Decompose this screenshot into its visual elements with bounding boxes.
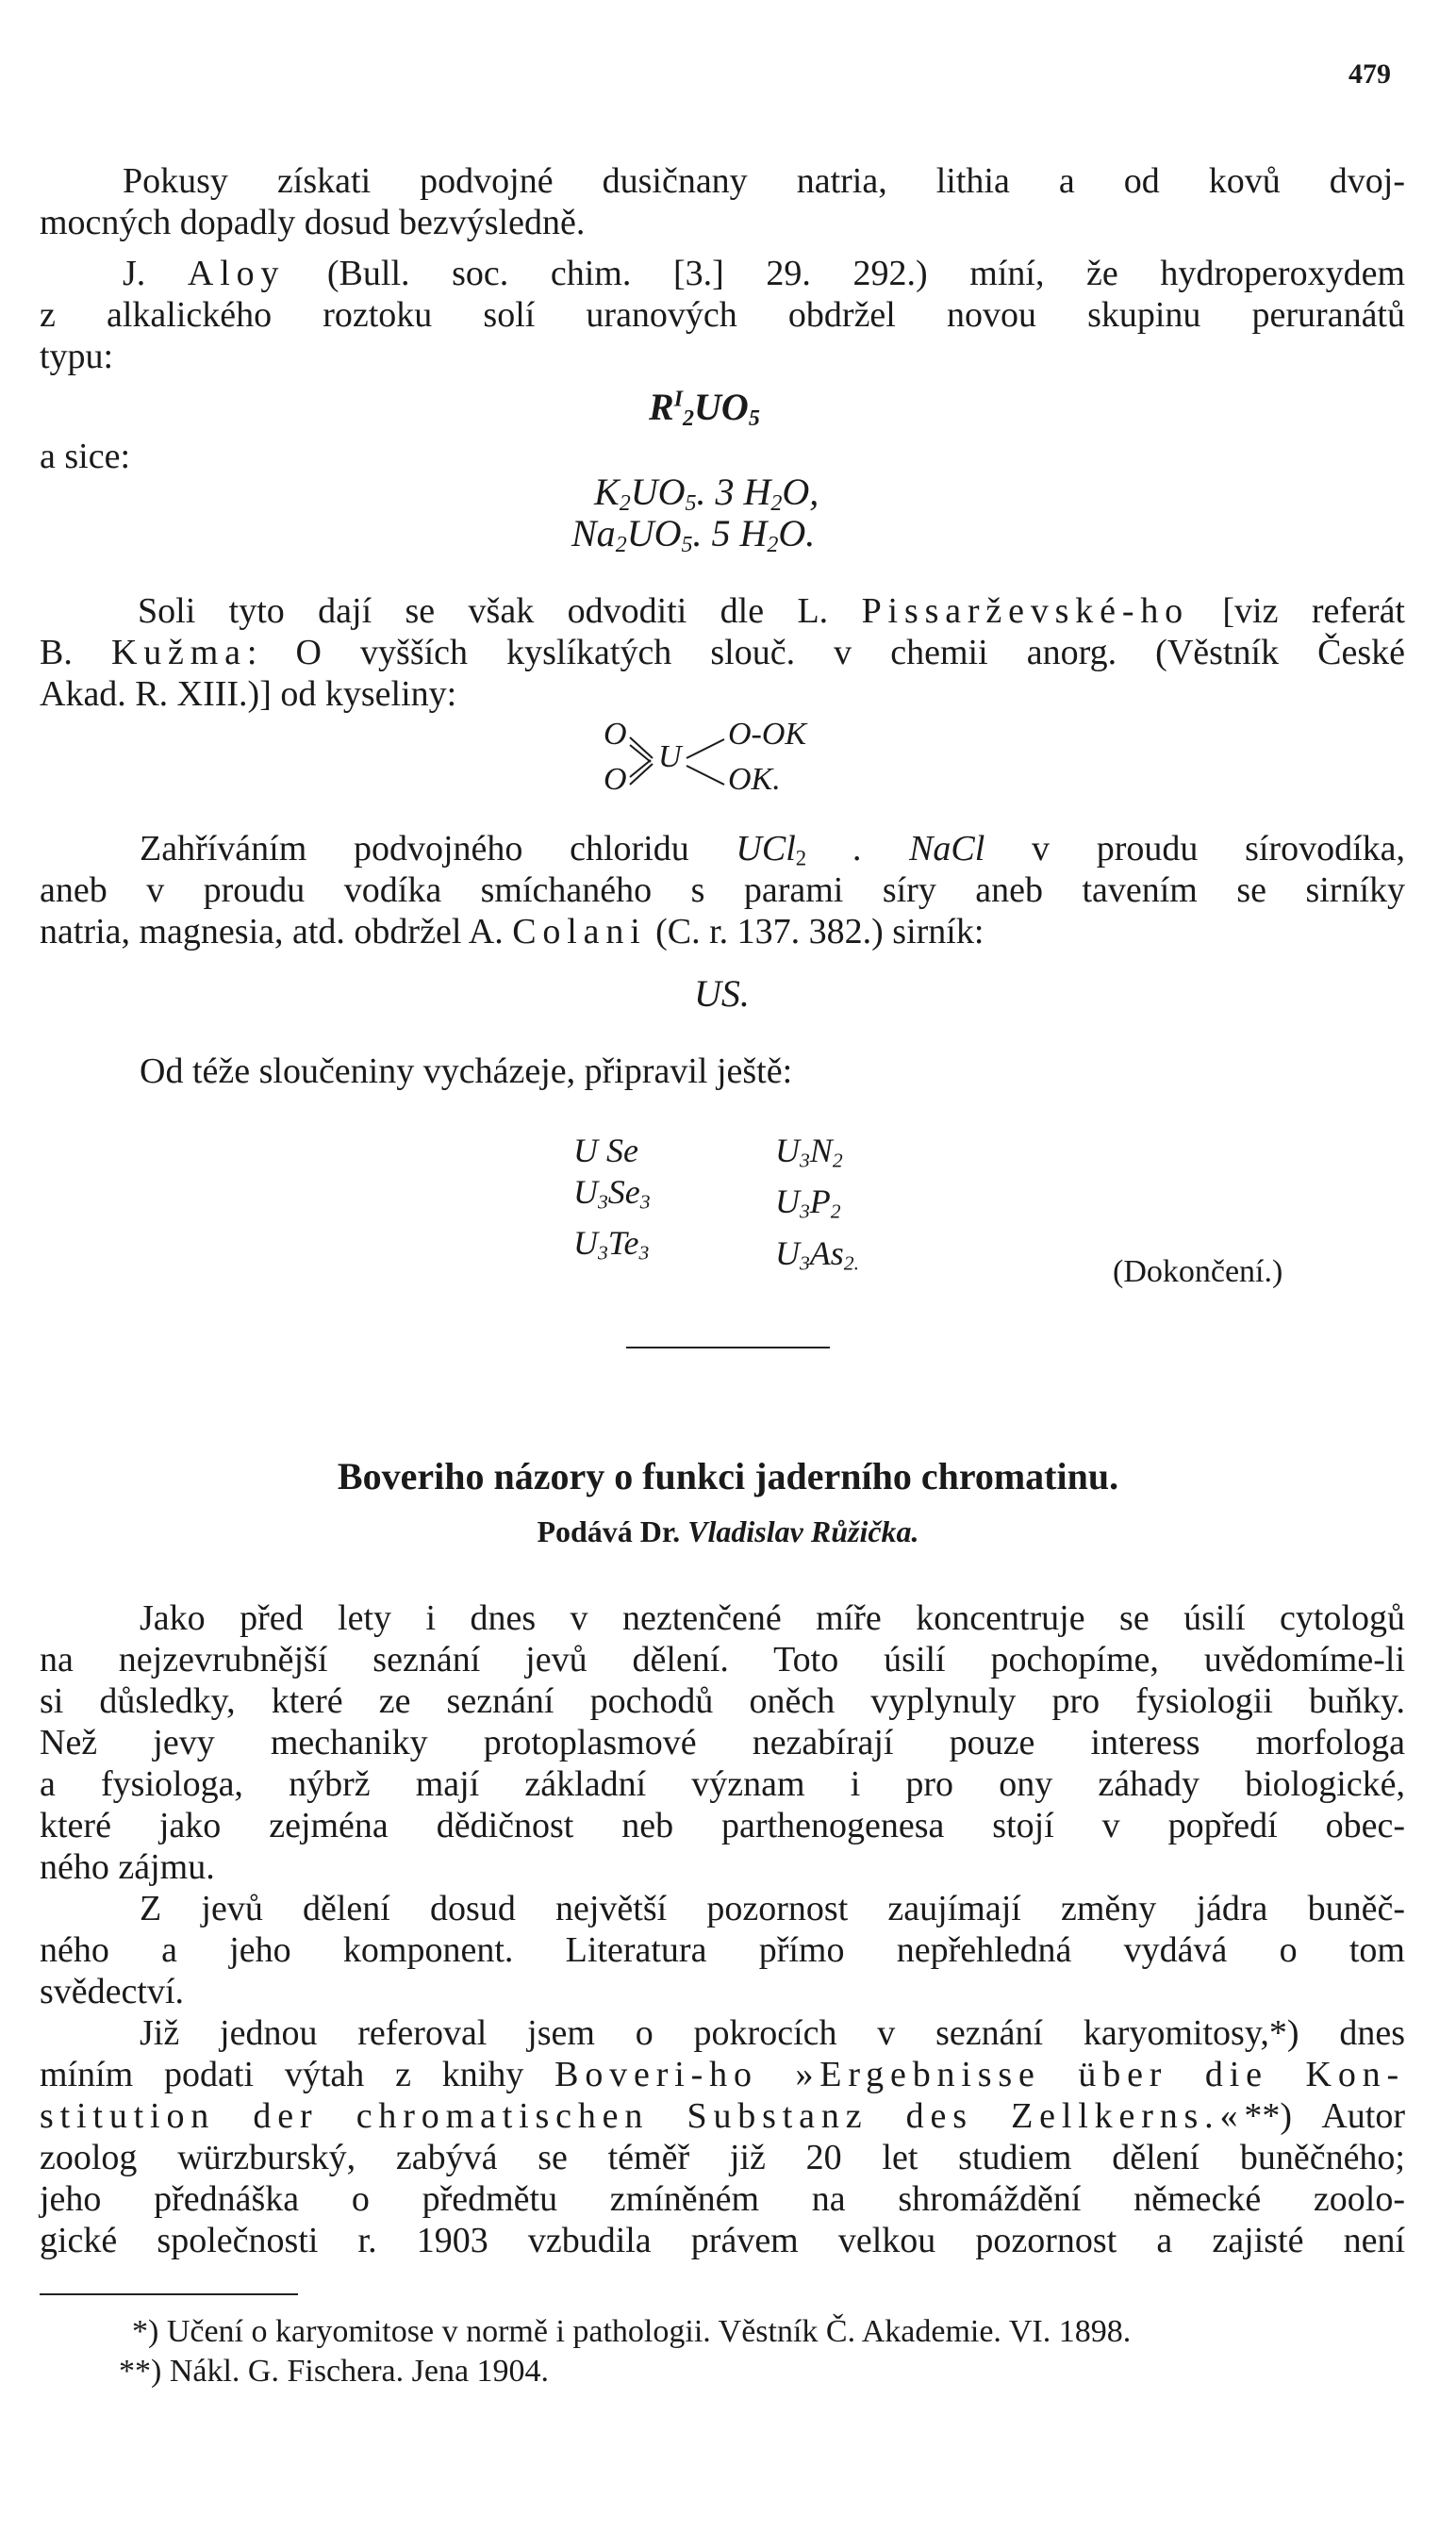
formula-sodium: $Na_2UO_5$. 5 $H_2O$. [571, 512, 816, 557]
compound-u3se3: $U_3Se_3$ [573, 1173, 651, 1214]
footnote-rule [40, 2293, 298, 2295]
body-line: stitution der chromatischen Substanz des Zellkerns.«**) Autor [40, 2096, 1405, 2136]
body-line: zoolog würzburský, zabývá se téměř již 20 let studiem dělení buněčného; [40, 2138, 1405, 2177]
article-paragraph-2 [40, 1888, 1405, 2012]
body-line: gické společnosti r. 1903 vzbudila právem velkou pozornost a zajisté není [40, 2221, 1405, 2260]
para3-line2: B. Kužma: O vyšších kyslíkatých slouč. v chemii anorg. (Věstník České [40, 633, 1405, 672]
compounds-left [573, 1130, 651, 1274]
para3-line3: Akad. R. XIII.)] od kyseliny: [40, 674, 457, 714]
para2-line1: J. Aloy (Bull. soc. chim. [3.] 29. 292.) míní, že hydroperoxydem [123, 254, 1405, 293]
author-boveri: Boveri-ho »Ergebnisse über die Kon- [554, 2055, 1405, 2094]
book-title: stitution der chromatischen Substanz des Zellkerns.« [40, 2096, 1245, 2136]
article-paragraph-1 [40, 1597, 1405, 1888]
body-line: míním podati výtah z knihy Boveri-ho »Ergebnisse über die Kon- [40, 2055, 1405, 2094]
footnote-2: **) Nákl. G. Fischera. Jena 1904. [119, 2354, 550, 2389]
body-line: ného zájmu. [40, 1847, 215, 1887]
page-number: 479 [1348, 58, 1391, 90]
body-line: a fysiologa, nýbrž mají základní význam i pro ony záhady biologické, [40, 1764, 1405, 1804]
body-line: jeho přednáška o předmětu zmíněném na shromáždění německé zoolo- [40, 2179, 1405, 2219]
body-line: Jako před lety i dnes v neztenčené míře koncentruje se úsilí cytologů [140, 1598, 1405, 1638]
a-sice-label: a sice: [40, 437, 131, 476]
author-kuzma: Kužma [110, 633, 247, 672]
article-paragraph-3 [40, 2012, 1405, 2261]
body-line: Z jevů dělení dosud největší pozornost zaujímají změny jádra buněč- [140, 1889, 1405, 1928]
author-aloy: Aloy [187, 254, 286, 293]
article-byline: Podává Dr. Vladislav Růžička. [537, 1514, 919, 1548]
formula-bonds [604, 717, 849, 807]
body-line: ného a jeho komponent. Literatura přímo nepřehledná vydává o tom [40, 1930, 1405, 1970]
compound-u3p2: $U_3P_2$ [775, 1183, 841, 1223]
compound-u3as2: $U_3As_{2.}$ [775, 1233, 859, 1275]
author-pissarzevsky: Pissarževské-ho [861, 591, 1190, 631]
compound-u3te3: $U_3Te_3$ [573, 1224, 650, 1265]
para2-line2: z alkalického roztoku solí uranových obdržel novou skupinu peruranátů [40, 295, 1405, 335]
body-line: které jako zejména dědičnost neb parthenogenesa stojí v popředí obec- [40, 1806, 1405, 1845]
body-line: Než jevy mechaniky protoplasmové nezabírají pouze interess morfologa [40, 1723, 1405, 1762]
para4-line2: aneb v proudu vodíka smíchaného s parami síry aneb tavením se sirníky [40, 870, 1405, 910]
section-divider [626, 1347, 830, 1348]
acid-structural-formula: O O U O-OK OK. [604, 717, 849, 807]
para5: Od téže sloučeniny vycházeje, připravil ještě: [140, 1051, 793, 1091]
para3-line1: Soli tyto dají se však odvoditi dle L. Pissarževské-ho [viz referát [138, 591, 1405, 631]
compound-u3n2: $U_3N_2$ [775, 1132, 843, 1172]
footnote-1: *) Učení o karyomitose v normě i pathologii. Věstník Č. Akademie. VI. 1898. [132, 2314, 1132, 2349]
formula-us: US. [694, 972, 750, 1015]
body-line: Již jednou referoval jsem o pokrocích v seznání karyomitosy,*) dnes [140, 2013, 1405, 2053]
continued-note: (Dokončení.) [1113, 1254, 1283, 1289]
para4-line3: natria, magnesia, atd. obdržel A. Colani (C. r. 137. 382.) sirník: [40, 912, 984, 951]
body-line: na nejzevrubnější seznání jevů dělení. Toto úsilí pochopíme, uvědomíme-li [40, 1640, 1405, 1679]
body-line: si důsledky, které ze seznání pochodů oněch vyplynuly pro fysiologii buňky. [40, 1681, 1405, 1721]
formula-general: $R^I_2UO_5$ [649, 386, 760, 431]
compounds-right [775, 1130, 859, 1283]
formula-potassium: $K_2UO_5$. 3 $H_2O$, [594, 471, 819, 516]
compound-use: U Se [573, 1132, 638, 1169]
para2-line3: typu: [40, 337, 114, 376]
para4-line1: Zahříváním podvojného chloridu UCl$_2$ . NaCl v proudu sírovodíka, [140, 829, 1405, 870]
author-colani: Colani [512, 912, 647, 951]
para1-line2: mocných dopadly dosud bezvýsledně. [40, 203, 586, 242]
article-title: Boveriho názory o funkci jaderního chromatinu. [337, 1455, 1119, 1497]
body-line: svědectví. [40, 1972, 185, 2011]
para1-line1: Pokusy získati podvojné dusičnany natria, lithia a od kovů dvoj- [123, 161, 1405, 201]
